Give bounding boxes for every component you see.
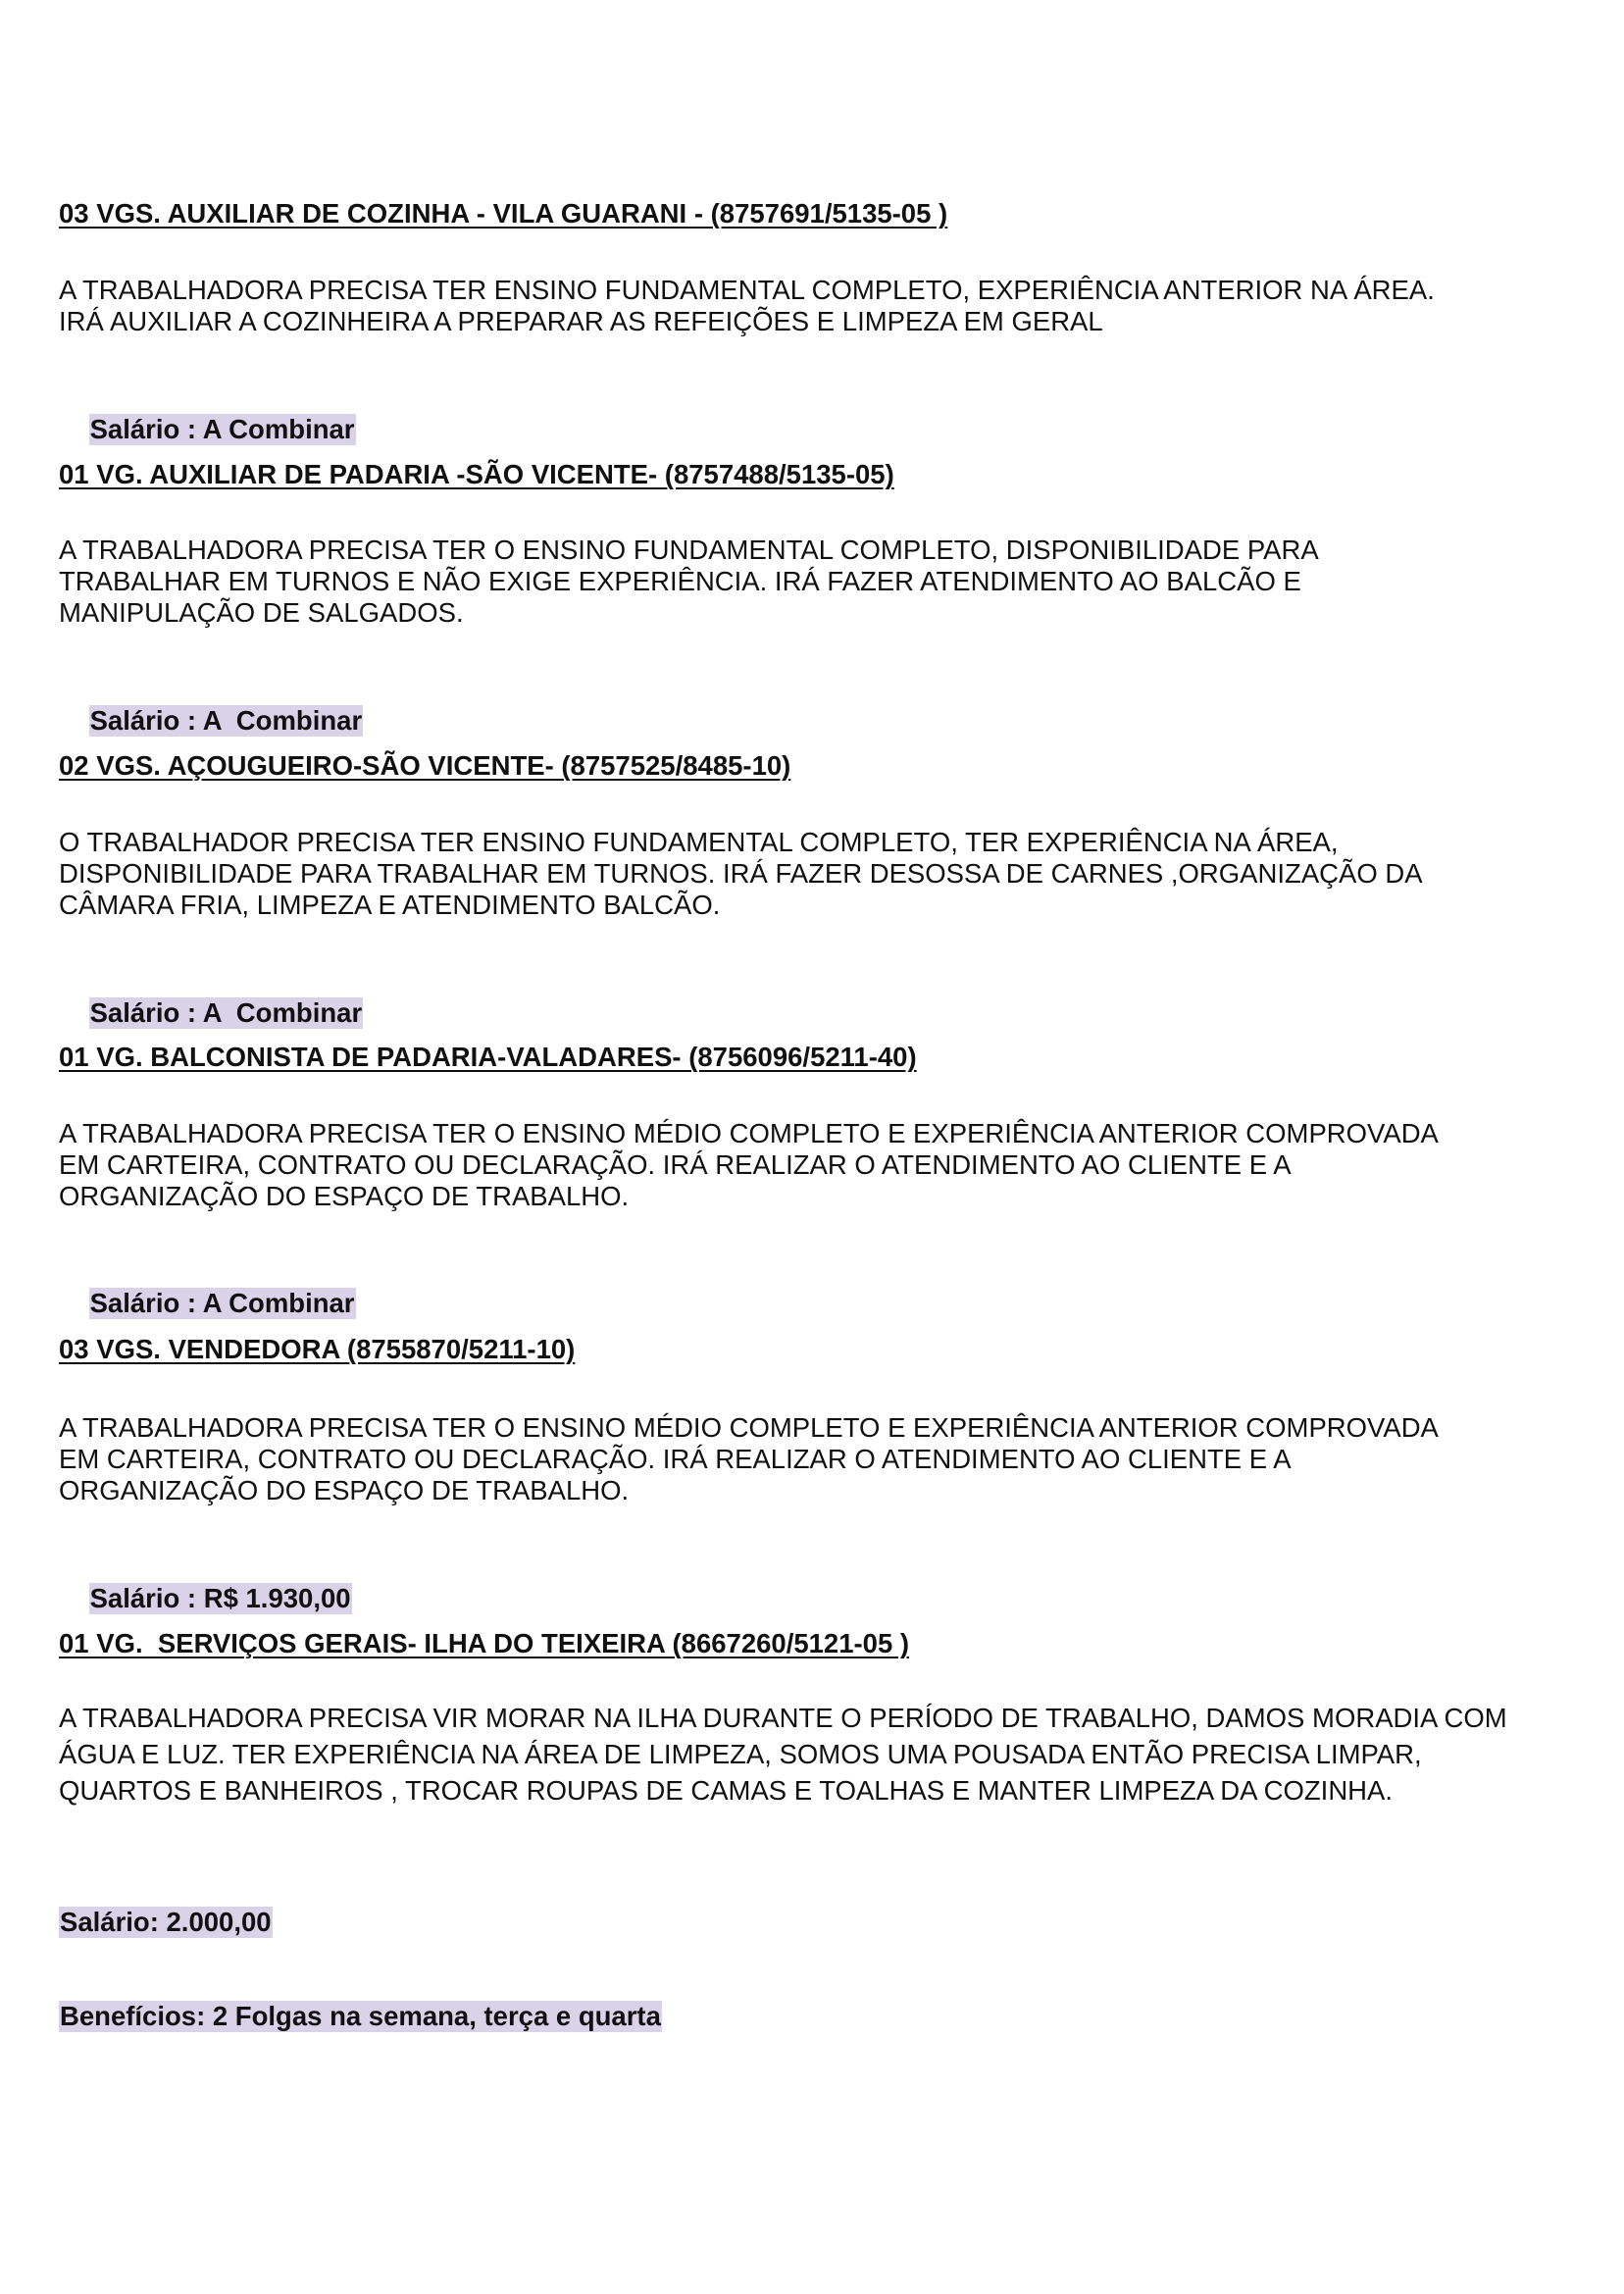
job-description: A TRABALHADORA PRECISA TER ENSINO FUNDAMENTAL COMPLETO, EXPERIÊNCIA ANTERIOR NA ÁREA. IRÁ AUXILIAR A COZINHEIRA A PREPARAR AS REFEIÇÕES E LIMPEZA EM GERAL bbox=[59, 275, 1435, 336]
job-description: O TRABALHADOR PRECISA TER ENSINO FUNDAMENTAL COMPLETO, TER EXPERIÊNCIA NA ÁREA, DISPONIBILIDADE PARA TRABALHAR EM TURNOS. IRÁ FAZER DESOSSA DE CARNES ,ORGANIZAÇÃO DA CÂMARA FRIA, LIMPEZA E ATENDIMENTO BALCÃO. bbox=[59, 827, 1423, 920]
job-salary: Salário : R$ 1.930,00 bbox=[89, 1583, 351, 1613]
job-description: A TRABALHADORA PRECISA TER O ENSINO FUNDAMENTAL COMPLETO, DISPONIBILIDADE PARA TRABALHAR EM TURNOS E NÃO EXIGE EXPERIÊNCIA. IRÁ FAZER ATENDIMENTO AO BALCÃO E MANIPULAÇÃO DE SALGADOS. bbox=[59, 535, 1319, 628]
job-title: 03 VGS. AUXILIAR DE COZINHA - VILA GUARANI - (8757691/5135-05 ) bbox=[59, 198, 948, 229]
job-salary: Salário : A Combinar bbox=[89, 1288, 355, 1318]
job-title: 02 VGS. AÇOUGUEIRO-SÃO VICENTE- (8757525/8485-10) bbox=[59, 750, 791, 781]
salary-block bbox=[59, 1844, 1569, 2095]
job-description: A TRABALHADORA PRECISA TER O ENSINO MÉDIO COMPLETO E EXPERIÊNCIA ANTERIOR COMPROVADA EM CARTEIRA, CONTRATO OU DECLARAÇÃO. IRÁ REALIZAR O ATENDIMENTO AO CLIENTE E A ORGANIZAÇÃO DO ESPAÇO DE TRABALHO. bbox=[59, 1118, 1439, 1211]
job-salary: Salário: 2.000,00 bbox=[60, 1907, 272, 1937]
job-salary: Salário : A Combinar bbox=[89, 414, 355, 444]
job-title: 01 VG. SERVIÇOS GERAIS- ILHA DO TEIXEIRA (8667260/5121-05 ) bbox=[59, 1628, 910, 1658]
job-salary: Salário : A Combinar bbox=[89, 705, 363, 736]
job-description: A TRABALHADORA PRECISA TER O ENSINO MÉDIO COMPLETO E EXPERIÊNCIA ANTERIOR COMPROVADA EM CARTEIRA, CONTRATO OU DECLARAÇÃO. IRÁ REALIZAR O ATENDIMENTO AO CLIENTE E A ORGANIZAÇÃO DO ESPAÇO DE TRABALHO. bbox=[59, 1412, 1439, 1505]
job-title: 03 VGS. VENDEDORA (8755870/5211-10) bbox=[59, 1334, 576, 1364]
job-salary: Salário : A Combinar bbox=[89, 997, 363, 1028]
job-title: 01 VG. AUXILIAR DE PADARIA -SÃO VICENTE- (8757488/5135-05) bbox=[59, 459, 894, 489]
job-benefits: Benefícios: 2 Folgas na semana, terça e quarta bbox=[60, 2001, 661, 2031]
job-title: 01 VG. BALCONISTA DE PADARIA-VALADARES- (8756096/5211-40) bbox=[59, 1042, 917, 1072]
job-description: A TRABALHADORA PRECISA VIR MORAR NA ILHA DURANTE O PERÍODO DE TRABALHO, DAMOS MORADIA COM ÁGUA E LUZ. TER EXPERIÊNCIA NA ÁREA DE LIMPEZA, SOMOS UMA POUSADA ENTÃO PRECISA LIMPAR, QUARTOS E BANHEIROS , TROCAR ROUPAS DE CAMAS E TOALHAS E MANTER LIMPEZA DA COZINHA. bbox=[59, 1703, 1507, 1806]
